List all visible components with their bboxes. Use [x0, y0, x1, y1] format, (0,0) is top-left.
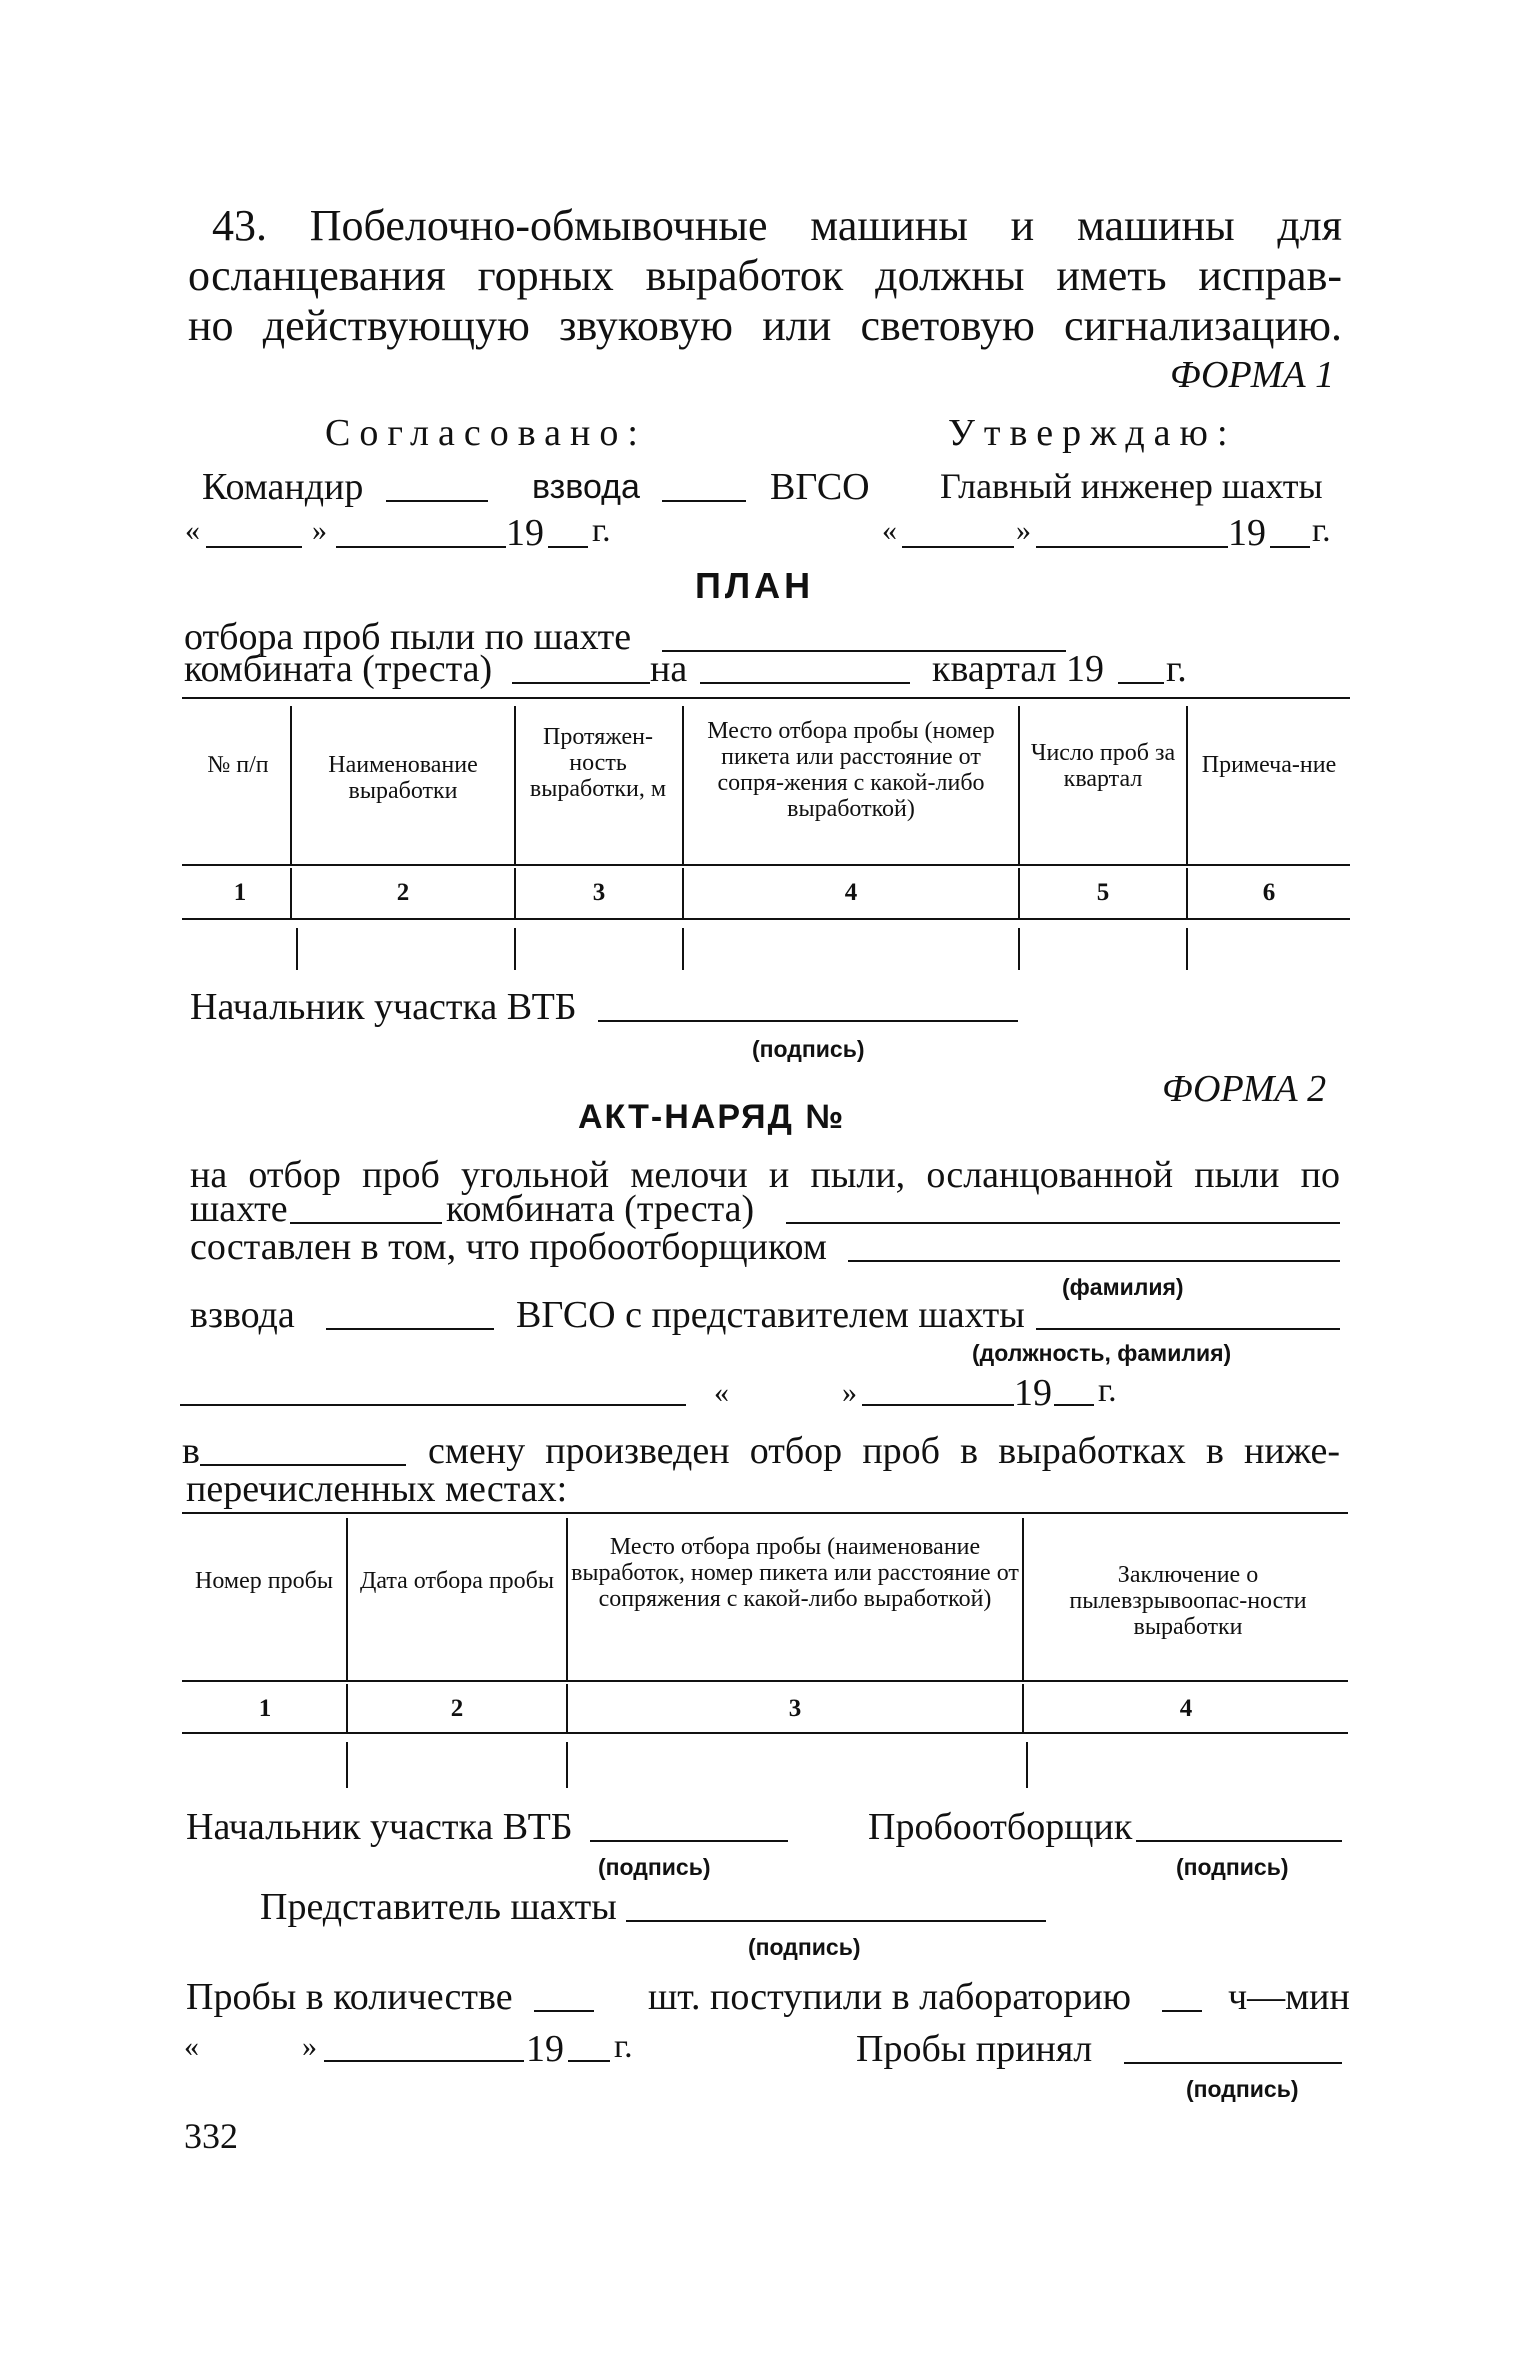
form2-line4-b: ВГСО с представителем шахты	[516, 1294, 1025, 1336]
form2-samples-b: шт. поступили в лабораторию	[648, 1976, 1132, 2018]
form2-date-month-blank[interactable]	[862, 1404, 1014, 1406]
form2-sig-chief-blank[interactable]	[590, 1840, 788, 1842]
form1-date-right-day-blank[interactable]	[902, 546, 1014, 548]
form2-col-number-header: Номер пробы	[195, 1568, 333, 1594]
form2-receipt-quote-open: «	[184, 2030, 199, 2063]
form2-receipt-year-blank[interactable]	[568, 2060, 610, 2062]
form2-caption-position: (должность, фамилия)	[972, 1340, 1232, 1366]
form1-col-location-header: Место отбора пробы (номер пикета или расстояние от сопря-жения с какой-либо выработкой)	[707, 718, 995, 822]
form1-date-left-year-blank[interactable]	[548, 546, 588, 548]
form1-col-number-header: № п/п	[207, 752, 269, 778]
form2-accepted: Пробы принял	[856, 2028, 1093, 2070]
form1-date-left-year: 19	[506, 512, 544, 554]
form2-receipt-year-suffix: г.	[614, 2028, 633, 2065]
form1-col-count-header: Число проб за квартал	[1030, 740, 1176, 792]
form2-combine-blank[interactable]	[786, 1222, 1340, 1224]
paragraph-43-line-3: но действующую звуковую или световую сигнализацию.	[188, 301, 1342, 350]
plan-on-blank[interactable]	[700, 682, 910, 684]
form2-sig-representative: Представитель шахты	[260, 1886, 617, 1928]
form1-line2-a: комбината (треста)	[184, 648, 493, 690]
form2-accepted-blank[interactable]	[1124, 2062, 1342, 2064]
form1-signature-blank[interactable]	[598, 1020, 1018, 1022]
form2-line7: перечисленных местах:	[186, 1468, 568, 1510]
form1-platoon: взвода	[532, 468, 640, 506]
position-surname-blank[interactable]	[180, 1404, 686, 1406]
form1-date-right-quote-close: »	[1016, 514, 1031, 547]
form2-line1: на отбор проб угольной мелочи и пыли, осланцованной пыли по	[190, 1154, 1340, 1196]
form2-sig-chief-caption: (подпись)	[598, 1854, 711, 1880]
form1-date-left-quote-close: »	[312, 514, 327, 547]
form2-caption-surname: (фамилия)	[1062, 1274, 1184, 1300]
samples-count-blank[interactable]	[534, 2010, 594, 2012]
form2-label: ФОРМА 2	[1162, 1068, 1327, 1110]
form1-date-right-year-suffix: г.	[1312, 512, 1331, 549]
form1-line2-d: г.	[1166, 648, 1187, 690]
form1-line2-c: квартал 19	[932, 648, 1105, 690]
form2-line4-a: взвода	[190, 1294, 295, 1336]
quarter-year-blank[interactable]	[1118, 682, 1164, 684]
form1-date-right-year-blank[interactable]	[1270, 546, 1310, 548]
form1-date-left-day-blank[interactable]	[206, 546, 302, 548]
form1-title: ПЛАН	[695, 565, 815, 606]
paragraph-43-line-2: осланцевания горных выработок должны иметь исправ-	[188, 251, 1342, 300]
form2-sig-representative-blank[interactable]	[626, 1920, 1046, 1922]
form1-date-left-quote-open: «	[185, 514, 200, 547]
form1-approve: Утверждаю:	[948, 412, 1237, 454]
form1-col-index-4: 4	[844, 879, 858, 906]
form2-sig-sampler-caption: (подпись)	[1176, 1854, 1289, 1880]
form2-samples-c: ч—мин	[1228, 1976, 1350, 2018]
form1-col-index-5: 5	[1096, 879, 1110, 906]
form1-col-name-header: Наименование выработки	[328, 752, 478, 804]
combine-blank[interactable]	[512, 682, 650, 684]
form1-vgso: ВГСО	[770, 466, 870, 508]
form2-date-year-blank[interactable]	[1054, 1404, 1094, 1406]
form2-col-location-header: Место отбора пробы (наименование выработок, номер пикета или расстояние от сопряжения с какой-либо выработкой)	[571, 1534, 1019, 1612]
form1-line1: отбора проб пыли по шахте	[184, 616, 632, 658]
form1-col-index-2: 2	[396, 879, 410, 906]
form2-col-conclusion-header: Заключение о пылевзрывоопас-ности выработки	[1069, 1562, 1307, 1640]
form1-label: ФОРМА 1	[1170, 354, 1335, 396]
paragraph-43-line-1: 43. Побелочно-обмывочные машины и машины для	[212, 201, 1342, 250]
form2-mine-blank[interactable]	[290, 1222, 442, 1224]
form1-col-index-3: 3	[592, 879, 606, 906]
form1-commander: Командир	[202, 466, 364, 508]
form2-date-quote-open: «	[714, 1376, 729, 1409]
form2-receipt-month-blank[interactable]	[324, 2060, 524, 2062]
form1-col-length-header: Протяжен-ность выработки, м	[529, 724, 667, 802]
form1-col-index-1: 1	[233, 879, 247, 906]
form2-receipt-year: 19	[526, 2028, 564, 2070]
form1-signature-caption: (подпись)	[752, 1036, 865, 1062]
representative-blank[interactable]	[1036, 1328, 1340, 1330]
hours-blank[interactable]	[1162, 2010, 1202, 2012]
form2-sig-sampler: Пробоотборщик	[868, 1806, 1133, 1848]
form2-title: АКТ-НАРЯД №	[578, 1098, 846, 1136]
form1-agreed: Согласовано:	[325, 412, 647, 454]
form1-col-note-header: Примеча-ние	[1201, 752, 1337, 778]
form1-date-right-quote-open: «	[882, 514, 897, 547]
form1-line2-b: на	[650, 648, 688, 690]
form2-date-year: 19	[1014, 1372, 1052, 1414]
form2-sig-sampler-blank[interactable]	[1136, 1840, 1342, 1842]
commander-blank[interactable]	[386, 500, 488, 502]
form2-sig-chief: Начальник участка ВТБ	[186, 1806, 573, 1848]
form1-date-right-year: 19	[1228, 512, 1266, 554]
page-number: 332	[184, 2116, 238, 2156]
form1-col-index-6: 6	[1262, 879, 1276, 906]
form2-line3: составлен в том, что пробоотборщиком	[190, 1226, 827, 1268]
form2-col-date-header: Дата отбора пробы	[359, 1568, 555, 1594]
form2-sig-representative-caption: (подпись)	[748, 1934, 861, 1960]
form2-col-index-2: 2	[450, 1695, 464, 1722]
form2-date-year-suffix: г.	[1098, 1372, 1117, 1409]
shift-blank[interactable]	[200, 1464, 406, 1466]
form2-receipt-quote-close: »	[302, 2030, 317, 2063]
form2-samples-a: Пробы в количестве	[186, 1976, 513, 2018]
platoon-blank[interactable]	[662, 500, 746, 502]
form2-col-index-1: 1	[258, 1695, 272, 1722]
form1-date-left-month-blank[interactable]	[336, 546, 506, 548]
form2-col-index-4: 4	[1179, 1695, 1193, 1722]
form2-accepted-caption: (подпись)	[1186, 2076, 1299, 2102]
form2-col-index-3: 3	[788, 1695, 802, 1722]
form2-line2-a: шахте	[190, 1188, 288, 1230]
form1-signature-label: Начальник участка ВТБ	[190, 986, 577, 1028]
sampler-surname-blank[interactable]	[848, 1260, 1340, 1262]
form1-date-right-month-blank[interactable]	[1036, 546, 1228, 548]
form1-date-left-year-suffix: г.	[592, 512, 611, 549]
form2-line2-b: комбината (треста)	[446, 1188, 755, 1230]
form2-line6-b: смену произведен отбор проб в выработках в ниже-	[428, 1430, 1340, 1472]
form2-date-quote-close: »	[842, 1376, 857, 1409]
form2-line6-a: в	[182, 1430, 200, 1472]
form2-platoon-blank[interactable]	[326, 1328, 494, 1330]
form1-chief-engineer: Главный инженер шахты	[940, 466, 1323, 506]
